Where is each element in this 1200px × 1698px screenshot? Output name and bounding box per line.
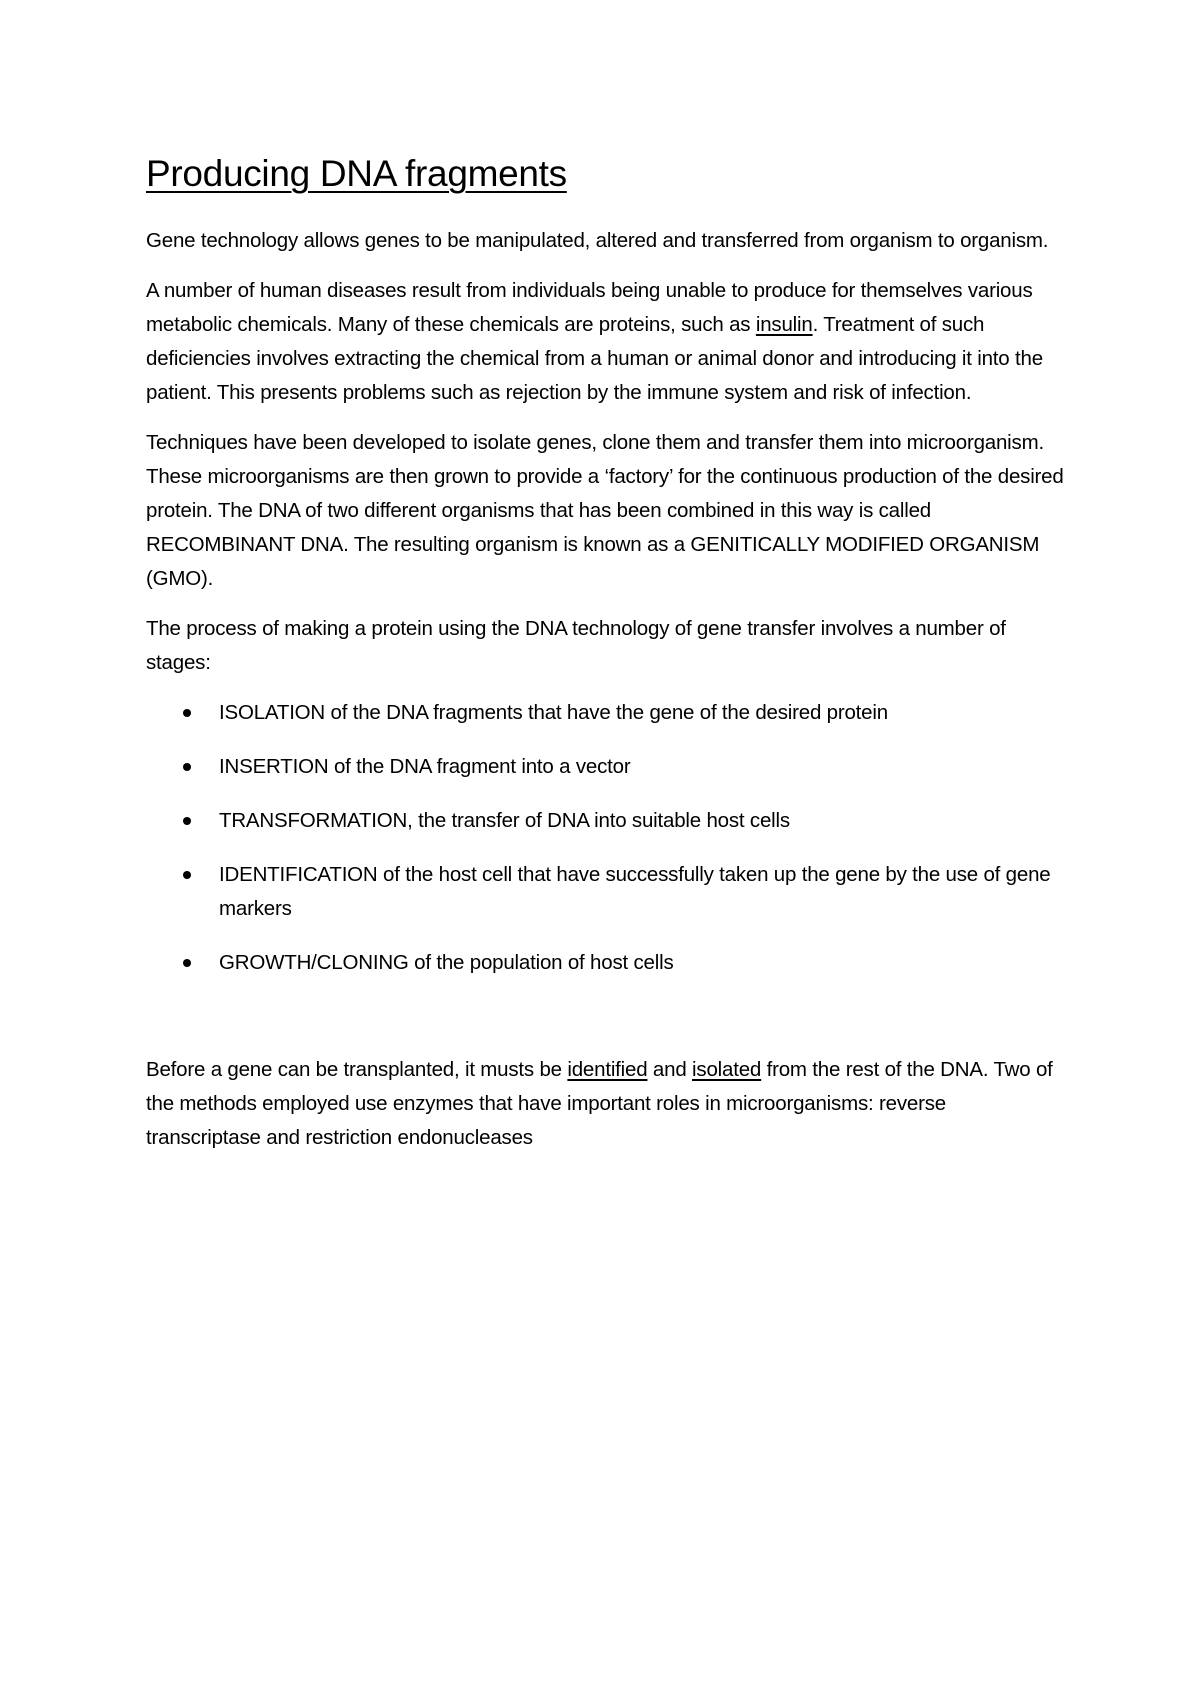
paragraph-text: from the rest of the DNA. Two of the methods employed use enzymes that have important roles in microorganisms: reverse transcriptase and restriction endonucleases bbox=[146, 1058, 1053, 1149]
paragraph-transplant bbox=[146, 1053, 1066, 1155]
list-item-text: IDENTIFICATION of the host cell that have successfully taken up the gene by the use of gene markers bbox=[219, 863, 1051, 920]
bullet-icon bbox=[183, 817, 191, 825]
bullet-icon bbox=[183, 871, 191, 879]
list-item-text: ISOLATION of the DNA fragments that have the gene of the desired protein bbox=[219, 701, 888, 724]
list-item bbox=[146, 858, 1066, 926]
paragraph-text: Before a gene can be transplanted, it musts be bbox=[146, 1058, 568, 1081]
paragraph-text: and bbox=[647, 1058, 693, 1081]
stages-list bbox=[146, 696, 1066, 980]
underlined-term-insulin: insulin bbox=[755, 313, 813, 336]
paragraph-gene-technology: Gene technology allows genes to be manipulated, altered and transferred from organism to organism. bbox=[146, 229, 1049, 252]
list-item-text: INSERTION of the DNA fragment into a vector bbox=[219, 755, 631, 778]
list-item bbox=[146, 946, 1066, 980]
list-item-text: TRANSFORMATION, the transfer of DNA into suitable host cells bbox=[219, 809, 790, 832]
underlined-term-identified: identified bbox=[567, 1058, 648, 1081]
page-title: Producing DNA fragments bbox=[146, 153, 567, 194]
paragraph-text: . Treatment of such deficiencies involves extracting the chemical from a human or animal donor and introducing it into the patient. This presents problems such as rejection by the immune system and risk of infection. bbox=[146, 313, 1043, 404]
underlined-term-isolated: isolated bbox=[692, 1058, 762, 1081]
list-item bbox=[146, 750, 1066, 784]
list-item-text: GROWTH/CLONING of the population of host cells bbox=[219, 951, 674, 974]
bullet-icon bbox=[183, 709, 191, 717]
paragraph-process: The process of making a protein using the DNA technology of gene transfer involves a number of stages: bbox=[146, 617, 1006, 674]
paragraph-text: A number of human diseases result from individuals being unable to produce for themselves various metabolic chemicals. Many of these chemicals are proteins, such as bbox=[146, 279, 1033, 336]
paragraph-human-diseases bbox=[146, 274, 1066, 410]
spacer bbox=[146, 1000, 1066, 1053]
document-body bbox=[146, 150, 1066, 1171]
bullet-icon bbox=[183, 959, 191, 967]
list-item bbox=[146, 804, 1066, 838]
list-item bbox=[146, 696, 1066, 730]
bullet-icon bbox=[183, 763, 191, 771]
paragraph-techniques: Techniques have been developed to isolate genes, clone them and transfer them into microorganism. These microorganisms are then grown to provide a ‘factory’ for the continuous production of the desired protein. The DNA of two different organisms that has been combined in this way is called RECOMBINANT DNA. The resulting organism is known as a GENITICALLY MODIFIED ORGANISM (GMO). bbox=[146, 431, 1064, 590]
